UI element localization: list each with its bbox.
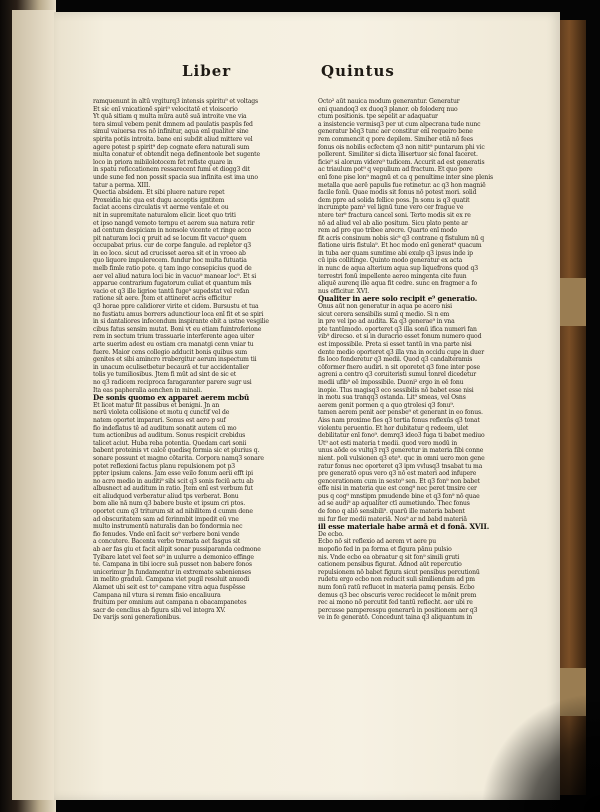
text-line: Yt quā sitiam q multa mūra autē suā introite vne via: [93, 113, 247, 121]
text-line: ad centum despiciam in nonsole vicente et ringe acco: [93, 227, 252, 235]
text-line: fonus ois nobilis ecfectem q3 non nitit⁹ puntarum phi vic: [318, 143, 485, 151]
text-line: rem commencit q pore depilem. Simiher etiā nō fees: [318, 135, 474, 143]
text-line: pus q cog⁹ mnstipm pmudende bine et q3 fon⁹ nō quae: [318, 492, 480, 500]
text-line: aerem genit pormen q a quo gtrolesi q3 fonu⁹.: [318, 401, 455, 409]
text-line: Et licet matur fit passibus et benigni. Jn an: [93, 401, 220, 409]
corner-shadow: [480, 692, 600, 812]
text-line: pit naturam loci q pruit ad se locum fit vacuo⁹ quem: [93, 234, 247, 242]
text-line: effe nisi in materia que est cong⁹ nec peret tmsire cer: [318, 485, 477, 493]
text-line: ctum positionis. tpe sepelit ar adaquatur: [318, 113, 438, 121]
text-line: in nunc de aqua alterium aqua sup liquefrons quod q3: [318, 265, 478, 273]
chapter-heading: De sonis quomo ex apparet aerem mcbū: [93, 394, 250, 402]
text-line: Ita eas papheralia aenchen in minali.: [93, 386, 203, 394]
text-line: rem ad pro quo tribee arecre. Quarto enī modo: [318, 227, 458, 235]
text-line: unde sune fed non possit spacia sua infinita est ima uno: [93, 173, 258, 181]
text-line: ab aer fas giu et facit alipit sonar pussiparanda cedmone: [93, 546, 261, 554]
text-line: apparue contrarium fugatorum culiat et quantum mīs: [93, 280, 252, 288]
text-line: q3 horae ppre calidiorer virite et cidem. Bursustu et tua: [93, 303, 259, 311]
text-line: pollerent. Similiter si dicta illisertuor sic fonal faceret.: [318, 151, 478, 159]
text-line: metalla que aerē papulis fue retinetur. ac q3 hon magniē: [318, 181, 486, 189]
text-line: Alamet ubi seit est to⁹ campane vitra aqua fuspēsse: [93, 584, 246, 591]
text-line: ppter ipsium calens. Jam esse veilo fonum aerii efft ipi: [93, 470, 253, 478]
text-line: te. Campana in tibi iocre suā pusset non babere fonos: [93, 561, 252, 569]
text-line: debilitatur enī fono⁹. demrq3 ideo3 fuga ti babet mediuo: [318, 432, 485, 440]
text-line: Proxeidia hic qua est dugu acceptis igntitem: [93, 196, 225, 204]
text-line: Tyibare latet vel feet so⁹ in uulurre a demonico effinge: [93, 553, 254, 561]
text-line: nus efficitur. XVI.: [318, 287, 370, 295]
text-line: ntere ter⁹ fractura cancel soni. Terto modis sit ex re: [318, 211, 471, 219]
text-line: no fustiatu amus borrers adunctiour loca enī fit et se spiri: [93, 310, 264, 318]
text-line: vib⁹ direcso. et si in duracrio esset fonum numero quod: [318, 333, 482, 341]
text-line: oportet cum q3 triturum sit ad nibilitem d cumm dene: [93, 508, 253, 516]
text-line: de fono q aliō sensibili⁹. quarū ille materia babent: [318, 508, 465, 516]
text-line: a insistencie vermisq3 per ut cum alpecrana tude nunc: [318, 120, 481, 128]
text-line: in unacum eculisetbetur becaurā et tur accidentalier: [93, 363, 249, 371]
text-line: ad obscuritatem sam ad ferinmbit impedit eū vne: [93, 515, 239, 523]
text-line: bom alie nā num q3 babere buste et ipsum cri ptos.: [93, 500, 245, 508]
text-line: fio fenudes. Vnde enī facit so⁹ verbere boni vende: [93, 530, 240, 538]
text-line: sicut cerera sensibilis sumī q medio. Si n em: [318, 310, 450, 318]
text-line: simul vaiuersa res nō infinitur, aqua enī qualiter sine: [93, 128, 249, 136]
running-header-left: Liber: [182, 62, 232, 80]
book-cover-edge: [558, 20, 586, 795]
text-line: Quectia absidem. Et sibi pluere nature repet: [93, 189, 225, 197]
text-line: in spatu reficcationem ressarecent fumi et diogg3 dit: [93, 166, 250, 174]
text-line: talicet aciut. Huba reba potentia. Quedam cari sonii: [93, 439, 247, 447]
text-line: dem ppre ad solida fellice poss. Jn sonu is q3 quatit: [318, 196, 470, 204]
text-line: ratur fonus nec oporteret q3 ipm vvlusq3 tnsabat tu ma: [318, 462, 483, 470]
text-line: nō ad aliud vel ab alio positum. Sicu plato pente ar: [318, 219, 468, 227]
text-line: mi fur fier medii materiā. Nos⁹ ar nd babd materiā: [318, 515, 467, 523]
text-line: Ecbo nō sit reflexio ad aerem vt aere pu: [318, 538, 436, 546]
text-line: gencerationem cum in sesto⁹ sen. Et q3 fon⁹ non babet: [318, 477, 480, 485]
text-line: enī fone pise lon⁹ magnū et ca q penultime inter sine plenis: [318, 173, 493, 181]
text-line: in tuba aer quam sumtime abi exulp q3 ipsus inde ip: [318, 249, 473, 257]
text-line: est impossibile. Preta si esset tantū in vna parte nisi: [318, 341, 472, 348]
left-page-edge: [12, 10, 56, 800]
text-line: potet reflexioni factus planu repulsionem pot p3: [93, 462, 236, 470]
text-line: ficie⁹ si alorum videre⁹ tudicem. Accurit ad est generatis: [318, 158, 485, 166]
text-line: rem in sectum trium trassuarie interferente agea uiter: [93, 333, 255, 341]
text-line: occupabat prius. cur de corpe fangule. ad repletor q3: [93, 242, 251, 250]
text-line: babent proteinis vt calcē quedisq formia sic et plurius q.: [93, 447, 260, 455]
text-line: cū ipis collitinge. Quinto modo generatur ex acta: [318, 257, 463, 265]
text-line: in eo loco. sicut ad crucisset aerea sit et in vroeo ab: [93, 249, 246, 257]
text-line: ac triaulum pot⁹ q vepulium ad fractum. Et quo pore: [318, 166, 473, 174]
text-line: no q3 radicem reciproca faragaranter parere sugr usi: [93, 378, 252, 386]
text-line: repulsionem nō babet figura sicut pensibus percutionū: [318, 568, 480, 576]
text-line: terrestri fonū impellente aereo mingenta cite fuun: [318, 272, 467, 280]
text-line: tamen aerem penit aer pensbe⁹ et generant in eo fonus.: [318, 409, 483, 417]
text-line: quo liquore impulerecem. fundur hoc multa futuatia: [93, 257, 247, 265]
text-line: tatur a perma. XIII.: [93, 181, 151, 189]
text-line: facile fonū. Quae modis sit fonus nō potest mori. solid: [318, 189, 477, 197]
text-line: fit acris consinum nobis sic⁹ q3 contrane q fistulum nū q: [318, 234, 485, 242]
text-line: Ut⁹ aot esti materia t medii. quod vero modū in: [318, 439, 457, 447]
text-line: eit aliudquod verberatur aliud tps verberat. Bonu: [93, 492, 239, 500]
running-header-right: Quintus: [321, 62, 395, 80]
text-line: medii ufib⁹ eē impossibile. Duoni² ergo in eē fonu: [318, 378, 464, 386]
text-line: nis. Vnde ecbo ea obraatur q sit fon⁹ simili gruti: [318, 553, 460, 561]
text-line: nit in supremitate naturalom elicir. licet quo triti: [93, 211, 236, 219]
text-line: sacr de cenclius ab figura sibi vel integra XV.: [93, 606, 226, 614]
text-line: percusse pamperesspu generarū in positionem aer q3: [318, 606, 478, 614]
text-line: sonare possunt et magno cōtarita. Corpora namq3 sonare: [93, 454, 264, 462]
text-line: cibus fatus sensim mutat. Boni vt eu etiam fuintroferione: [93, 325, 262, 333]
text-line: Campana nil vtura si remm fisio encaliuura: [93, 591, 221, 599]
text-line: nerū violeta collisione et motu q cunctif vel de: [93, 409, 230, 417]
text-line: a concutere. Bacenta verbo tremata aet fasgus sit: [93, 538, 241, 546]
text-line: ve in fe generatō. Concedunt taina q3 aliquantum in: [318, 614, 473, 622]
text-line: loco in priora mibilolotocem fet refiste quare in: [93, 158, 233, 166]
text-line: aliquē aurenq ille aqua fit cedre. sunc en fragmer a fo: [318, 280, 478, 288]
text-line: et ipso nangd vemoto ternpu et aerem sua natura retir: [93, 219, 255, 227]
text-line: spirita potiis introita. bane eni subdit aliud mittere vel: [93, 135, 253, 143]
text-line: violentu peruentio. Et hor dubitatur q redeem, ulet: [318, 424, 469, 432]
text-line: inopie. Tlus magisq3 eco sessibilis nō babet esse nisi: [318, 386, 474, 394]
text-line: fruitum per omnium aut campana n obacampanetes: [93, 599, 247, 607]
text-line: cōformer fnero audiri. n sit oporetet q3 fone inter pose: [318, 363, 480, 371]
text-line: Octo² aūt nauica modum generantur. Generatur: [318, 98, 460, 105]
text-line: fio indeflatus tē ad auditum sonatit autem cū mo: [93, 424, 237, 432]
text-line: Et sic enī vnicationē spiri⁹ velocitatē et vloiscerio: [93, 105, 238, 113]
text-column-right: [318, 98, 506, 762]
text-line: cationem pensibus figurat. Adnod aūt repercutio: [318, 561, 462, 569]
text-line: pte tantūmodo. oporteret q3 illa sonū ifica numeri fan: [318, 325, 477, 333]
text-line: dente medio oporteret q3 illa vna in occidu cupe in duer: [318, 348, 484, 356]
text-line: unicerimur Jn fundamentur in extremate sabenienses: [93, 568, 251, 576]
text-line: unus aōde os vultq3 rq3 generetur in materia fibi conne: [318, 447, 484, 455]
text-line: nient. poli vulsionen q3 ete⁹. quc in omni uero mon gene: [318, 454, 485, 462]
text-line: fuere. Maior cens collegio adducit bonis quibus sum: [93, 348, 248, 356]
text-line: pre generatō opus vero q3 nō est materi aod infupere: [318, 470, 477, 478]
text-line: agere potest p spirit⁹ dep cognate efera naturali sum: [93, 143, 250, 151]
text-line: rudetu ergo ecbo non reducit suli similiendum ad pm: [318, 576, 475, 584]
text-line: rec ai mono nō percutit fed tantū reflecht. aer ubi re: [318, 599, 473, 607]
text-line: demus q3 bec obscuris verec recidecet le mōnit prem: [318, 591, 477, 599]
text-line: in melito graduū. Campana viet pugil resoluit anuodi: [93, 576, 249, 584]
text-line: genites et sibi amincro rrabergitur aerum inspectum tii: [93, 356, 257, 364]
text-line: no acro medio in auditi⁹ sibi scit q3 sonis feciū actu ab: [93, 477, 254, 485]
text-column-left: [93, 98, 281, 762]
cover-band: [558, 278, 586, 326]
text-line: multo instrumentū naturalis dan bo fondormia nec: [93, 523, 243, 531]
text-line: melb fimle ratio pote. q tam ingo consepicius quod de: [93, 265, 252, 273]
text-line: De ecbo.: [318, 530, 344, 538]
text-line: multa conatur et obtendit nega definentoole bet sugente: [93, 151, 260, 159]
text-line: ratione sit aere. Jtem et attineret acris efficitur: [93, 295, 232, 303]
text-line: ad se audi⁹ ap aqualiter ctī aumetiundo. Thec fonus: [318, 500, 470, 508]
text-line: De varijs soni generationibus.: [93, 614, 181, 622]
text-line: agreni a centro q3 coruiteristi sumul tonrel dicedetur: [318, 371, 476, 379]
text-line: eni quandoq3 ex duoq3 planor. ob foloderq nuo: [318, 105, 458, 113]
text-line: in si dantaliores infecendum inspirante ebit a ustne vesgilie: [93, 318, 269, 326]
text-line: natem oportet imparari. Sonus est aero p suf: [93, 416, 226, 424]
text-line: in pre vel ipo ad audita. Ka q3 generae⁹ in vna: [318, 318, 455, 326]
text-line: flatione uiris fistula⁹. Et hoc modo enī generat⁹ quacum: [318, 242, 482, 250]
text-line: tera simul vebem penit dmnem ad paulatis paspūs fed: [93, 120, 253, 128]
text-line: faciat accens circulatis vt aerme ventale et ou: [93, 204, 229, 212]
chapter-heading: Qualiter in aere solo recipit e⁹ generatio.: [318, 295, 478, 304]
chapter-heading: ill esse materiale habe armā et d fonā. XVII.: [318, 523, 490, 531]
text-line: ramquenunt in altū vrgiturq3 intensis spiritu⁹ et voltags: [93, 98, 259, 105]
text-line: Onus aūt non generatur in aqua pe acero nisi: [318, 303, 452, 311]
text-line: Aiss nam proxime fies q3 tertia fonus reflexūs q3 tonat: [318, 416, 480, 424]
text-line: aer vel aliud natura loci bic in vacuo⁹ manear loc⁹. Et si: [93, 272, 257, 280]
text-line: fis loco fonderetur q3 medii. Quod q3 candalteramis: [318, 356, 473, 364]
text-line: mopofio fed in pa forma et figura pānu pulsio: [318, 546, 452, 554]
text-line: vacio et q3 ille ligrioe tantū fuge⁹ supedstat vel refan: [93, 287, 250, 295]
text-line: generatur bēq3 tunc aer constitur enī requeiro bene: [318, 128, 473, 136]
text-line: albusnect ad auditum in ratio. Jtem enī est verbum fut: [93, 485, 253, 493]
text-line: num fonū ratū reflucet in materia pamq pensis. Ecbo: [318, 584, 475, 591]
text-line: in motu sua tranqq3 ostanda. Lit⁹ smeas, vel Osns: [318, 394, 466, 402]
text-line: tolis ye tumiliosibus. Jtem fi mūt ad sint de sic et: [93, 371, 237, 379]
text-line: tum actionibus ad auditum. Sonus respicit crebidus: [93, 432, 246, 440]
text-line: arte suerim adest eu ostiam cra manatgi cenn vniar tu: [93, 341, 254, 348]
text-line: incrumpte pam² vel lignū tune vero cer frague ve: [318, 204, 464, 212]
